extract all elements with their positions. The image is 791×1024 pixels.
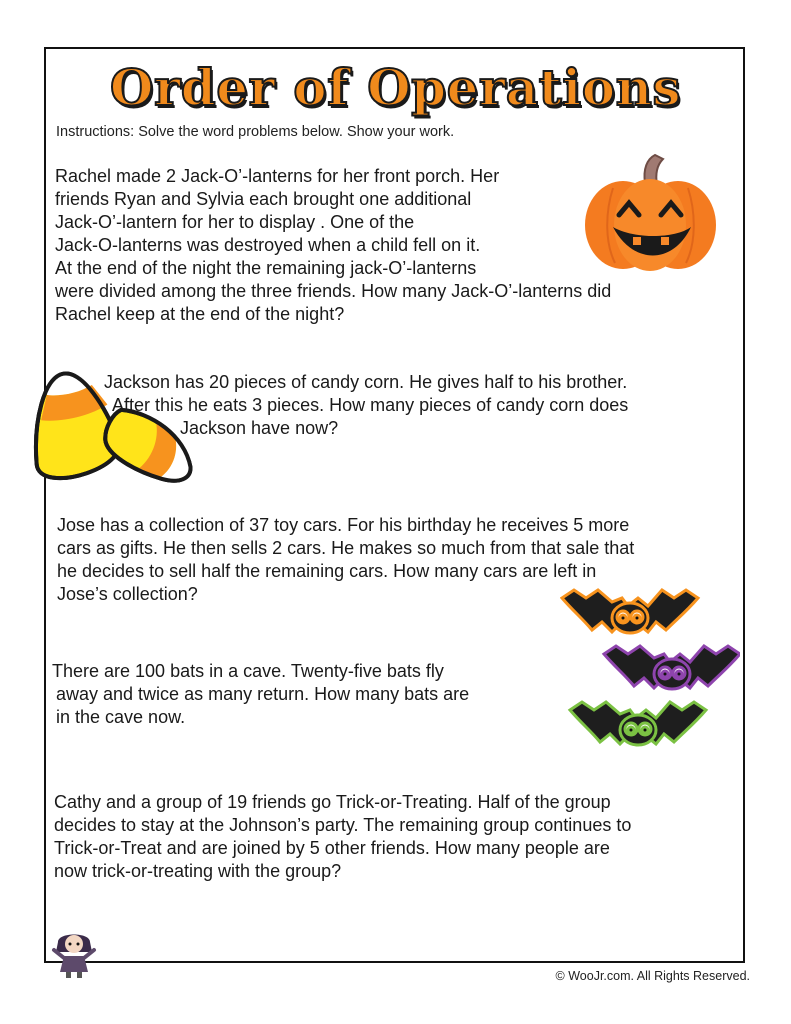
problem-3-line: he decides to sell half the remaining cars. How many cars are left in xyxy=(57,561,597,581)
problem-1-line: Jack-O’-lantern for her to display . One of the xyxy=(55,212,415,232)
page-title: Order of Operations xyxy=(109,58,682,117)
problem-5-line: Cathy and a group of 19 friends go Trick-or-Treating. Half of the group xyxy=(54,792,611,812)
bats-icon xyxy=(560,588,740,758)
girl-character-icon xyxy=(50,928,98,978)
problem-1-line: Jack-O-lanterns was destroyed when a child fell on it. xyxy=(55,235,481,255)
problem-4-line: in the cave now. xyxy=(56,707,186,727)
problem-1-line: were divided among the three friends. How many Jack-O’-lanterns did xyxy=(55,281,612,301)
instructions: Instructions: Solve the word problems below. Show your work. xyxy=(56,124,455,140)
problem-3-line: Jose’s collection? xyxy=(57,584,198,604)
problem-4-line: away and twice as many return. How many bats are xyxy=(56,684,470,704)
problem-2-line: Jackson has 20 pieces of candy corn. He gives half to his brother. xyxy=(104,372,628,392)
copyright-footer: © WooJr.com. All Rights Reserved. xyxy=(555,969,750,983)
problem-3-line: cars as gifts. He then sells 2 cars. He makes so much from that sale that xyxy=(57,538,635,558)
problem-1-line: friends Ryan and Sylvia each brought one additional xyxy=(55,189,472,209)
problem-1 xyxy=(55,165,612,326)
problem-1-line: At the end of the night the remaining jack-O’-lanterns xyxy=(55,258,477,278)
problem-4-line: There are 100 bats in a cave. Twenty-five bats fly xyxy=(52,661,444,681)
problem-2-line: Jackson have now? xyxy=(180,418,339,438)
problem-4 xyxy=(52,660,552,729)
problem-5-line: now trick-or-treating with the group? xyxy=(54,861,342,881)
problem-1-line: Rachel made 2 Jack-O’-lanterns for her front porch. Her xyxy=(55,166,500,186)
problem-5 xyxy=(54,791,744,883)
problem-1-line: Rachel keep at the end of the night? xyxy=(55,304,345,324)
candy-corn-icon xyxy=(24,363,206,488)
problem-3-line: Jose has a collection of 37 toy cars. For his birthday he receives 5 more xyxy=(57,515,630,535)
problem-5-line: Trick-or-Treat and are joined by 5 other friends. How many people are xyxy=(54,838,610,858)
pumpkin-icon xyxy=(583,153,718,273)
problem-2-line: After this he eats 3 pieces. How many pieces of candy corn does xyxy=(112,395,629,415)
problem-5-line: decides to stay at the Johnson’s party. The remaining group continues to xyxy=(54,815,632,835)
